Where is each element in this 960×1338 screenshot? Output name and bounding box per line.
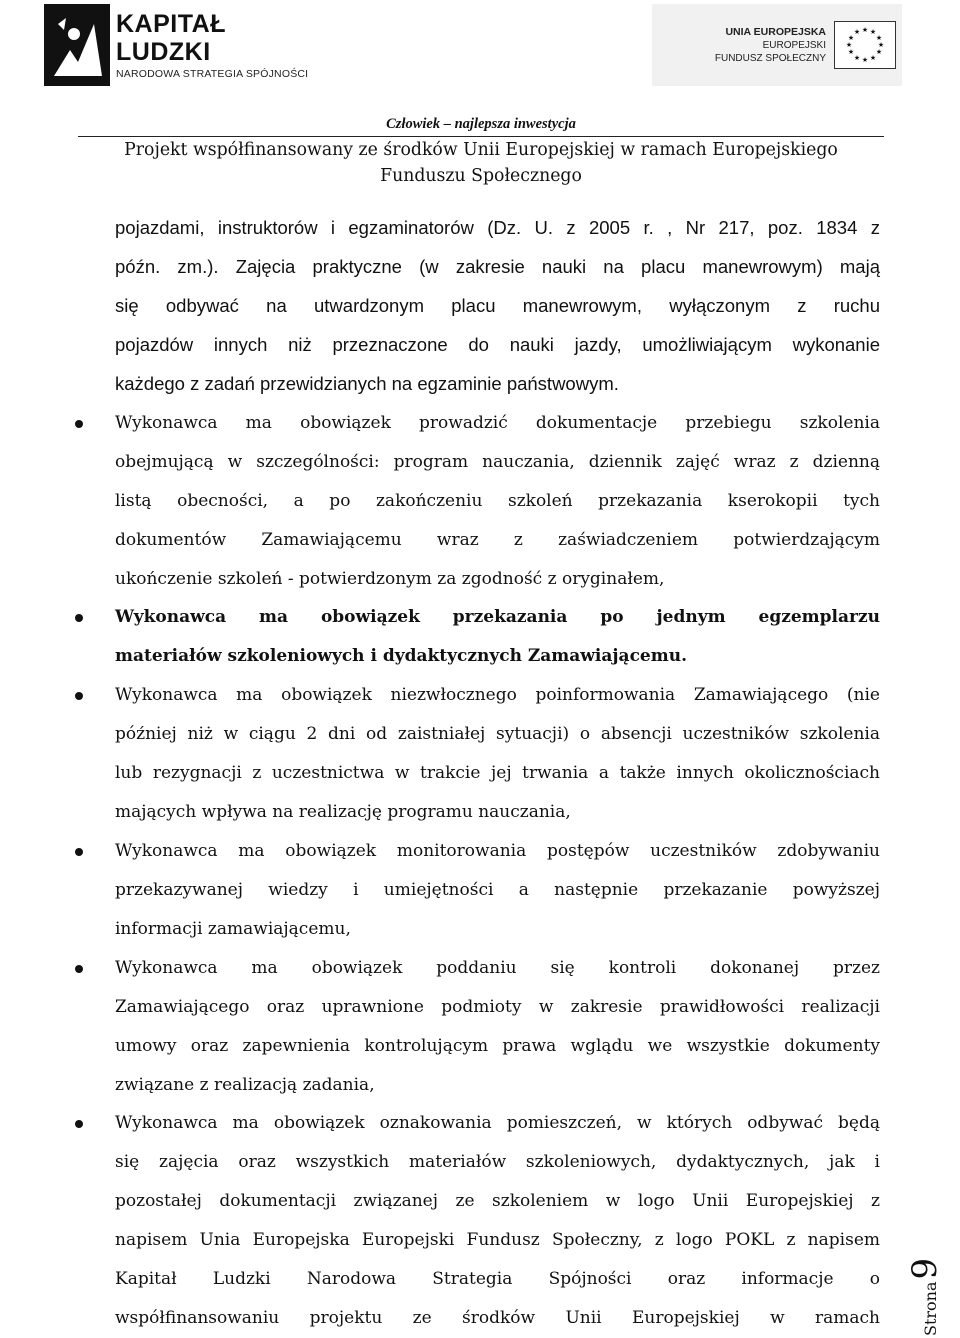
- svg-text:★: ★: [861, 56, 869, 64]
- bullet-item-marking: [115, 1104, 880, 1338]
- text-line: każdego z zadań przewidzianych na egzaminie państwowym.: [115, 373, 619, 394]
- text-line: Wykonawca ma obowiązek monitorowania postępów uczestników zdobywaniu: [115, 841, 880, 861]
- bullet-item-monitoring: [115, 832, 880, 949]
- text-line: później niż w ciągu 2 dni od zaistniałej sytuacji) o absencji uczestników szkolenia: [115, 724, 880, 744]
- svg-text:★: ★: [869, 54, 877, 62]
- text-line: informacji zamawiającemu,: [115, 919, 351, 939]
- text-line: listą obecności, a po zakończeniu szkoleń przekazania kserokopii tych: [115, 491, 880, 511]
- svg-text:★: ★: [853, 28, 861, 36]
- text-line: Wykonawca ma obowiązek poddaniu się kontroli dokonanej przez: [115, 958, 880, 978]
- bullet-icon: [75, 614, 83, 622]
- eu-line2: EUROPEJSKI: [762, 39, 826, 51]
- text-line: przekazywanej wiedzy i umiejętności a następnie przekazanie powyższej: [115, 880, 880, 900]
- svg-text:★: ★: [853, 54, 861, 62]
- svg-text:★: ★: [845, 41, 853, 49]
- page-number-value: 9: [905, 1257, 945, 1280]
- text-line: Zamawiającego oraz uprawnione podmioty w zakresie prawidłowości realizacji: [115, 997, 880, 1017]
- bullet-item-documentation: [115, 404, 880, 599]
- text-line: obejmującą w szczególności: program nauczania, dziennik zajęć wraz z dzienną: [115, 452, 880, 472]
- paragraph-continuation: [115, 208, 880, 403]
- bullet-icon: [75, 420, 83, 428]
- page-number-label: Strona: [921, 1281, 940, 1336]
- text-line: pojazdami, instruktorów i egzaminatorów (Dz. U. z 2005 r. , Nr 217, poz. 1834 z: [115, 217, 880, 238]
- text-line: się zajęcia oraz wszystkich materiałów szkoleniowych, dydaktycznych, jak i: [115, 1152, 880, 1172]
- text-line: się odbywać na utwardzonym placu manewrowym, wyłączonym z ruchu: [115, 295, 880, 316]
- bullet-item-materials: [115, 598, 880, 676]
- text-line: umowy oraz zapewnienia kontrolującym prawa wglądu we wszystkie dokumenty: [115, 1036, 880, 1056]
- text-line: dokumentów Zamawiającemu wraz z zaświadczeniem potwierdzającym: [115, 530, 880, 550]
- eu-logo: [652, 4, 902, 86]
- project-line-1: Projekt współfinansowany ze środków Unii Europejskiej w ramach Europejskiego: [124, 140, 838, 160]
- bullet-icon: [75, 1120, 83, 1128]
- text-line: Wykonawca ma obowiązek prowadzić dokumentacje przebiegu szkolenia: [115, 413, 880, 433]
- kapital-ludzki-logo: [44, 4, 312, 86]
- text-line: mających wpływa na realizację programu nauczania,: [115, 802, 571, 822]
- kapital-ludzki-title: KAPITAŁ LUDZKI: [116, 10, 226, 66]
- svg-text:★: ★: [869, 28, 877, 36]
- svg-text:★: ★: [847, 48, 855, 56]
- bullet-icon: [75, 692, 83, 700]
- svg-text:★: ★: [861, 26, 869, 34]
- text-line: ukończenie szkoleń - potwierdzonym za zgodność z oryginałem,: [115, 569, 665, 589]
- text-line: Wykonawca ma obowiązek oznakowania pomieszczeń, w których odbywać będą: [115, 1113, 880, 1133]
- text-line: materiałów szkoleniowych i dydaktycznych Zamawiającemu.: [115, 646, 688, 666]
- eu-flag-icon: [834, 21, 896, 69]
- eu-line1: UNIA EUROPEJSKA: [725, 25, 826, 38]
- text-line: pojazdów innych niż przeznaczone do nauki jazdy, umożliwiającym wykonanie: [115, 334, 880, 355]
- project-line-2: Funduszu Społecznego: [380, 166, 582, 186]
- text-line: związane z realizacją zadania,: [115, 1075, 375, 1095]
- eu-line3: FUNDUSZ SPOŁECZNY: [714, 52, 826, 64]
- header-rule: [78, 136, 884, 137]
- svg-text:★: ★: [847, 34, 855, 42]
- text-line: napisem Unia Europejska Europejski Fundusz Społeczny, z logo POKL z napisem: [115, 1230, 880, 1250]
- text-line: Wykonawca ma obowiązek niezwłocznego poinformowania Zamawiającego (nie: [115, 685, 880, 705]
- text-line: pozostałej dokumentacji związanej ze szkoleniem w logo Unii Europejskiej z: [115, 1191, 880, 1211]
- bullet-icon: [75, 848, 83, 856]
- motto: Człowiek – najlepsza inwestycja: [386, 116, 576, 132]
- text-line: późn. zm.). Zajęcia praktyczne (w zakresie nauki na placu manewrowym) mają: [115, 256, 880, 277]
- kapital-ludzki-emblem-icon: [44, 4, 110, 86]
- kapital-ludzki-subtitle: NARODOWA STRATEGIA SPÓJNOŚCI: [116, 68, 309, 80]
- bullet-icon: [75, 965, 83, 973]
- bullet-item-absence: [115, 676, 880, 832]
- svg-text:★: ★: [875, 34, 883, 42]
- bullet-item-control: [115, 949, 880, 1105]
- text-line: Kapitał Ludzki Narodowa Strategia Spójności oraz informacje o: [115, 1269, 880, 1289]
- svg-text:★: ★: [875, 48, 883, 56]
- page-number: [905, 1250, 960, 1336]
- text-line: lub rezygnacji z uczestnictwa w trakcie jej trwania a także innych okolicznościach: [115, 763, 880, 783]
- text-line: Wykonawca ma obowiązek przekazania po jednym egzemplarzu: [115, 607, 880, 627]
- svg-text:★: ★: [877, 41, 885, 49]
- text-line: współfinansowaniu projektu ze środków Unii Europejskiej w ramach: [115, 1308, 880, 1328]
